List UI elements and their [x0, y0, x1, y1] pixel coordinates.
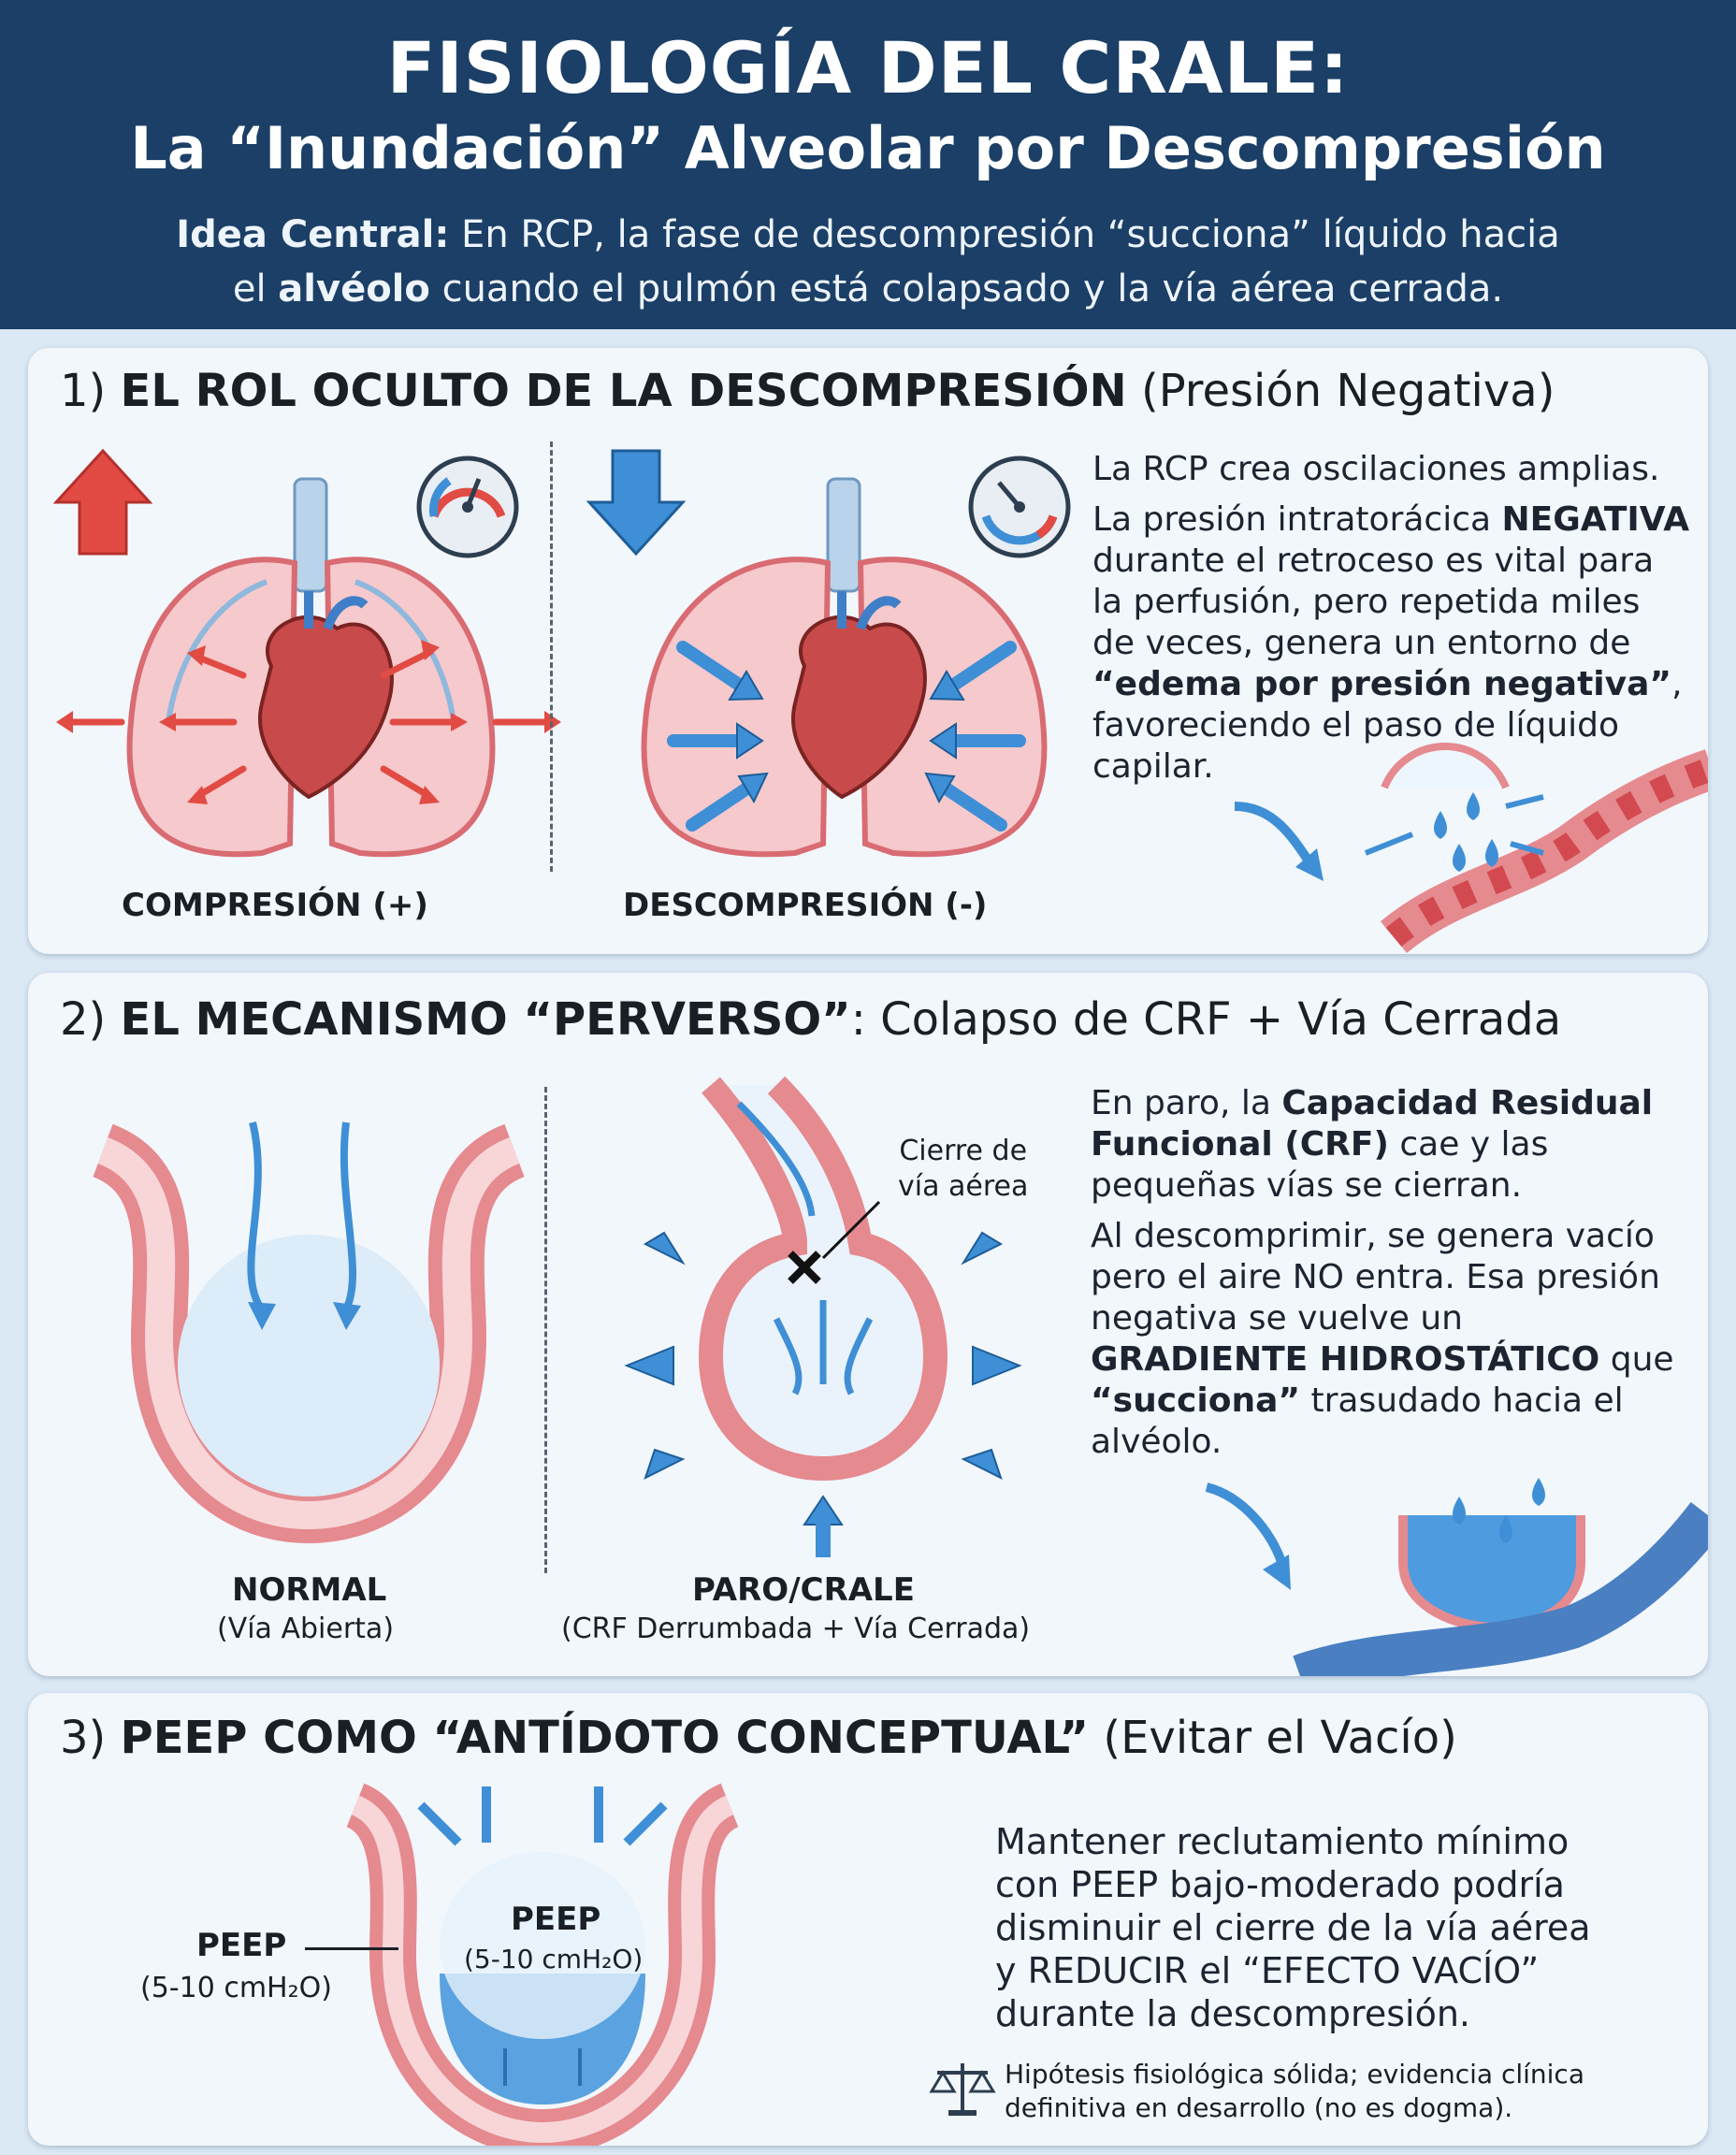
section-1-panel [28, 348, 1708, 954]
central-idea: Idea Central: En RCP, la fase de descompresión “succiona” líquido hacia el alvéolo cuando el pulmón está colapsado y la vía aérea cerrada. [176, 213, 1560, 311]
section-3-text: Mantener reclutamiento mínimo con PEEP bajo-moderado podría disminuir el cierre de la vía aérea y REDUCIR el “EFECTO VACÍO” durante la descompresión. [995, 1821, 1591, 2034]
peep-pointer-line [305, 1947, 398, 1950]
section-1-title: 1) EL ROL OCULTO DE LA DESCOMPRESIÓN (Presión Negativa) [60, 365, 1555, 417]
section-2-panel [28, 973, 1708, 1676]
paro-sublabel: (CRF Derrumbada + Vía Cerrada) [561, 1613, 1031, 1645]
compression-lungs-diagram [28, 441, 552, 872]
section-1-divider [550, 441, 553, 872]
fluid-filling-illustration [1179, 1459, 1708, 1676]
normal-label: NORMAL [232, 1571, 387, 1609]
paro-label: PARO/CRALE [692, 1571, 915, 1609]
inner-peep-unit: (5-10 cmH₂O) [464, 1944, 644, 1974]
inner-peep-label: PEEP [511, 1901, 601, 1938]
airway-closure-annotation: Cierre de vía aérea [898, 1135, 1029, 1203]
decompression-label: DESCOMPRESIÓN (-) [623, 887, 988, 924]
section-2-text: En paro, la Capacidad Residual Funcional (CRF) cae y las pequeñas vías se cierran. Al descomprimir, se genera vacío pero el aire NO entra. Esa presión negativa se vuelve un GRADIENTE HIDROSTÁTICO que “succiona” trasudado hacia el alvéolo. [1091, 1084, 1674, 1461]
section-2-title: 2) EL MECANISMO “PERVERSO”: Colapso de CRF + Vía Cerrada [60, 993, 1562, 1046]
balance-scale-icon [930, 2058, 995, 2118]
pressure-gauge-icon [419, 458, 516, 556]
blue-down-arrow-icon [589, 451, 683, 554]
decompression-lungs-diagram [580, 441, 1104, 872]
header-banner [0, 0, 1736, 329]
main-subtitle: La “Inundación” Alveolar por Descompresión [130, 114, 1606, 182]
peep-label: PEEP [196, 1927, 287, 1964]
section-3-panel [28, 1693, 1708, 2146]
normal-sublabel: (Vía Abierta) [217, 1613, 395, 1645]
hypothesis-note: Hipótesis fisiológica sólida; evidencia clínica definitiva en desarrollo (no es dogma). [1005, 2059, 1584, 2123]
section-3-title: 3) PEEP COMO “ANTÍDOTO CONCEPTUAL” (Evitar el Vacío) [60, 1712, 1457, 1764]
section-2-divider [544, 1087, 547, 1573]
compression-label: COMPRESIÓN (+) [122, 887, 428, 924]
peep-unit: (5-10 cmH₂O) [140, 1972, 332, 2004]
pressure-gauge-icon [971, 458, 1068, 556]
normal-alveolus-diagram [65, 1085, 552, 1534]
capillary-leak-illustration [1235, 750, 1708, 954]
red-up-arrow-icon [56, 451, 150, 554]
section-1-text: La RCP crea oscilaciones amplias. La presión intratorácica NEGATIVA durante el retroceso es vital para la perfusión, pero repetida miles de veces, genera un entorno de “edema por presión negativa”, favoreciendo el paso de líquido capilar. [1092, 450, 1690, 786]
main-title: FISIOLOGÍA DEL CRALE: [386, 26, 1350, 109]
